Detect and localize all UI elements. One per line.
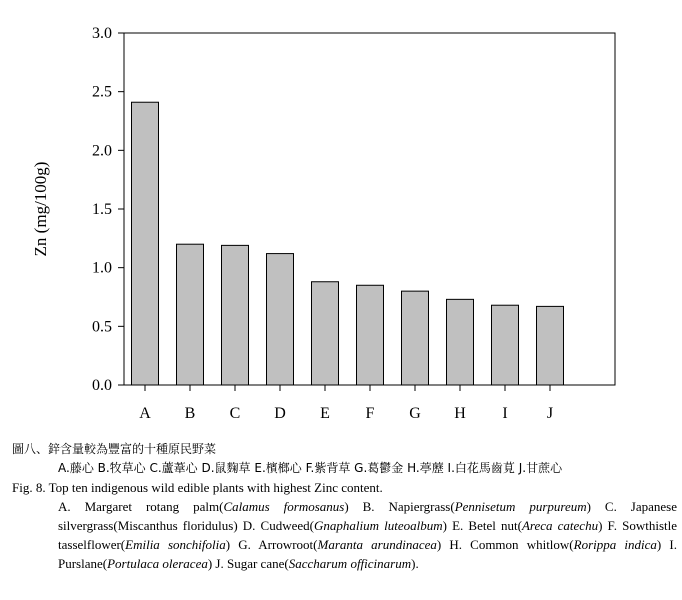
scientific-name: Rorippa indica xyxy=(573,537,657,552)
caption-zh-title: 圖八、鋅含量較為豐富的十種原民野菜 xyxy=(12,442,217,456)
bar-A xyxy=(132,102,159,385)
bar-I xyxy=(492,305,519,385)
caption-en-legend xyxy=(58,497,677,573)
bar-J xyxy=(537,306,564,385)
x-tick-label: D xyxy=(274,405,286,422)
x-tick-label: I xyxy=(502,405,508,422)
bar-E xyxy=(312,282,339,385)
x-tick-label: A xyxy=(139,405,151,422)
caption-en-title: Fig. 8. Top ten indigenous wild edible plants with highest Zinc content. xyxy=(12,480,383,495)
legend-text: ) J. Sugar cane( xyxy=(207,556,289,571)
y-tick-label: 0.0 xyxy=(92,377,112,394)
legend-text: ) E. Betel nut( xyxy=(442,518,522,533)
legend-text: ) I. Purslane( xyxy=(58,537,677,571)
legend-text: ) C. Japanese silvergrass(Miscanthus floridulus) D. Cudweed( xyxy=(58,499,677,533)
y-tick-label: 3.0 xyxy=(92,25,112,42)
x-tick-label: B xyxy=(184,405,196,422)
y-tick-label: 2.5 xyxy=(92,83,112,101)
legend-text: ) F. Sowthistle tasselflower( xyxy=(58,518,678,552)
x-tick-label: G xyxy=(409,405,421,422)
y-tick-label: 1.5 xyxy=(92,201,112,218)
y-axis-label: Zn (mg/100g) xyxy=(31,161,50,257)
legend-text: ) B. Napiergrass( xyxy=(344,499,455,514)
bar-B xyxy=(177,244,204,385)
y-tick-label: 0.5 xyxy=(92,318,112,336)
bar-D xyxy=(267,254,294,385)
scientific-name: Gnaphalium luteoalbum xyxy=(314,518,443,533)
legend-text: ). xyxy=(411,556,419,571)
x-tick-label: H xyxy=(454,405,466,422)
legend-text: A. Margaret rotang palm( xyxy=(58,499,224,514)
caption-zh-legend: A.藤心 B.牧草心 C.蘆葦心 D.鼠麴草 E.檳榔心 F.紫背草 G.葛鬱金 H.葶藶 I.白花馬齒莧 J.甘蔗心 xyxy=(58,461,563,475)
legend-text: ) H. Common whitlow( xyxy=(436,537,574,552)
y-tick-label: 2.0 xyxy=(92,142,112,160)
bar-G xyxy=(402,291,429,385)
x-tick-label: E xyxy=(320,405,330,422)
scientific-name: Maranta arundinacea xyxy=(317,537,437,552)
figure-caption xyxy=(12,440,677,573)
bar-C xyxy=(222,245,249,385)
x-tick-label: J xyxy=(546,405,554,422)
scientific-name: Areca catechu xyxy=(521,518,599,533)
scientific-name: Emilia sonchifolia xyxy=(125,537,226,552)
y-tick-label: 1.0 xyxy=(92,259,112,277)
x-tick-label: F xyxy=(365,405,375,422)
scientific-name: Calamus formosanus xyxy=(223,499,345,514)
scientific-name: Pennisetum purpureum xyxy=(454,499,587,514)
legend-text: ) G. Arrowroot( xyxy=(225,537,318,552)
bar-H xyxy=(447,299,474,385)
scientific-name: Saccharum officinarum xyxy=(288,556,412,571)
bar-F xyxy=(357,285,384,385)
x-tick-label: C xyxy=(229,405,241,422)
scientific-name: Portulaca oleracea xyxy=(107,556,208,571)
